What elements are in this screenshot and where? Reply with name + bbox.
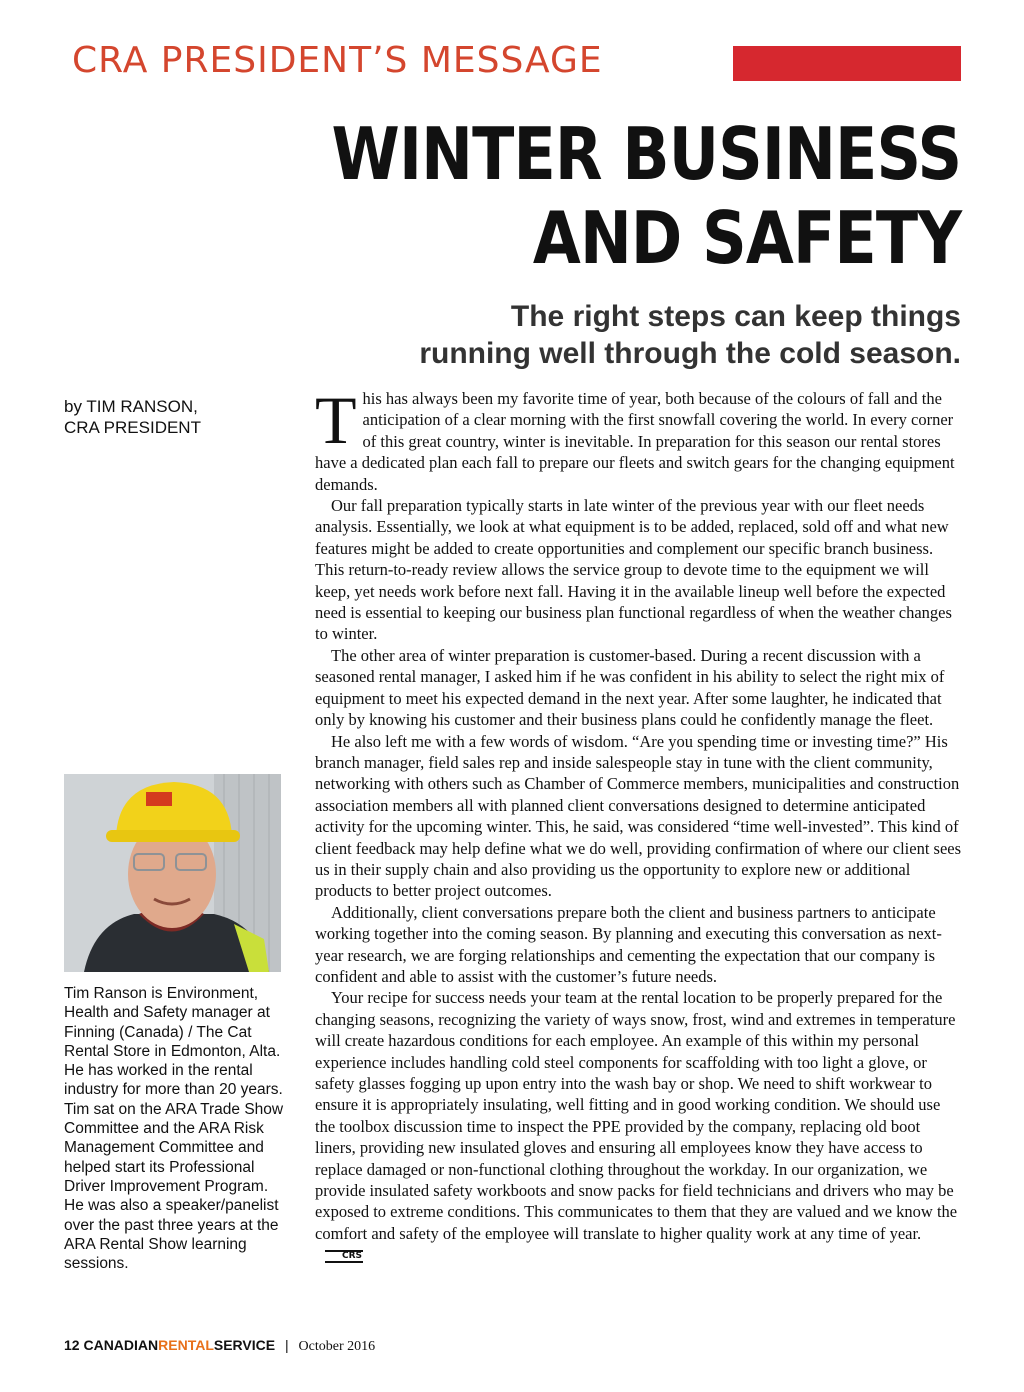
author-bio: Tim Ranson is Environment, Health and Safety manager at Finning (Canada) / The Cat Rental Store in Edmonton, Alta. He has worked in the rental industry for more than 20 years. Tim sat on the ARA Trade Show Committee and the ARA Risk Management Committee and helped start its Professional Driver Improvement Program. He was also a speaker/panelist over the past three years at the ARA Rental Show learning sessions. bbox=[64, 985, 284, 1273]
issue-date: October 2016 bbox=[298, 1339, 376, 1354]
page-footer bbox=[64, 1337, 375, 1355]
deck-line-1: The right steps can keep things bbox=[510, 300, 961, 333]
publication-name-part-3: SERVICE bbox=[213, 1337, 276, 1353]
article-body bbox=[315, 382, 963, 1266]
headline-line-2: AND SAFETY bbox=[532, 196, 961, 280]
byline-title: CRA PRESIDENT bbox=[64, 418, 201, 437]
drop-cap: T bbox=[315, 382, 357, 458]
article-paragraph-4: He also left me with a few words of wisdom. “Are you spending time or investing time?” His branch manager, field sales rep and inside salespeople stay in tune with the client community, networking with others such as Chamber of Commerce members, municipalities and construction association members all with planned client conversations designed to determine anticipated activity for the upcoming winter. This, he said, was considered “time well-invested”. This kind of client feedback may help define what we do well, providing confirmation of where our client sees us in their supply chain and also providing us the opportunity to explore new or additional products to better project outcomes. bbox=[315, 731, 962, 901]
author-photo bbox=[64, 774, 281, 972]
byline bbox=[64, 396, 201, 438]
footer-separator: | bbox=[284, 1337, 289, 1353]
publication-name-part-1: CANADIAN bbox=[83, 1337, 159, 1353]
section-label: CRA PRESIDENT’S MESSAGE bbox=[72, 40, 603, 81]
byline-author: by TIM RANSON, bbox=[64, 397, 198, 416]
publication-name-part-2: RENTAL bbox=[158, 1337, 214, 1353]
article-paragraph-5: Additionally, client conversations prepare both the client and business partners to anticipate working together into the coming season. By planning and executing this conversation as next-year research, we are forging relationships and cementing the expectation that our company is confident and able to assist with the customer’s future needs. bbox=[315, 902, 942, 986]
headline-line-1: WINTER BUSINESS bbox=[331, 112, 961, 196]
portrait-photo-icon bbox=[64, 774, 281, 972]
crs-end-mark-icon: CRS bbox=[325, 1250, 363, 1263]
article-paragraph-2: Our fall preparation typically starts in late winter of the previous year with our fleet needs analysis. Essentially, we look at what equipment is to be added, replaced, sold off and what new features might be added to create opportunities and complement our specific branch business. This return-to-ready review allows the service group to devote time to the equipment we will keep, yet needs work before next fall. Having it in the available lineup well before the expected need is essential to keeping our business plan functional regardless of when the weather changes to winter. bbox=[315, 496, 952, 644]
article-paragraph-6: Your recipe for success needs your team at the rental location to be properly prepared for the changing seasons, recognizing the variety of ways snow, frost, wind and extremes in temperature will create hazardous conditions for each employee. An example of this within my personal experience includes handling cold steel components for scaffolding with too light a glove, or safety glasses fogging up upon entry into the wash bay or shop. We need to shift workwear to ensure it is appropriately insulating, well fitting and in good working condition. We should use the toolbox discussion time to inspect the PPE provided by the company, replacing old boot liners, providing new insulated gloves and ensuring all employees know they have access to replace damaged or non-functional clothing throughout the workday. In our organization, we provide insulated safety workboots and snow packs for field technicians and drivers who may be exposed to extreme conditions. This communicates to them that they are valued and we know the comfort and safety of the employee will translate to higher quality work at any time of year.CRS bbox=[315, 988, 958, 1261]
section-accent-bar bbox=[733, 46, 961, 81]
page-number: 12 bbox=[64, 1337, 80, 1353]
deck bbox=[419, 298, 961, 372]
headline bbox=[331, 112, 961, 280]
article-paragraph-3: The other area of winter preparation is customer-based. During a recent discussion with a seasoned rental manager, I asked him if he was confident in his ability to select the right mix of equipment to meet his expected demand in the next year. After some laughter, he indicated that only by knowing his customer and their business plans could he confidently manage the fleet. bbox=[315, 645, 945, 730]
article-paragraph-1: This has always been my favorite time of year, both because of the colours of fall and the anticipation of a clear morning with the first snowfall covering the world. In every corner of this great country, winter is inevitable. In preparation for this season our rental stores have a dedicated plan each fall to prepare our fleets and switch gears for the changing equipment demands. bbox=[315, 382, 955, 494]
deck-line-2: running well through the cold season. bbox=[419, 337, 961, 370]
